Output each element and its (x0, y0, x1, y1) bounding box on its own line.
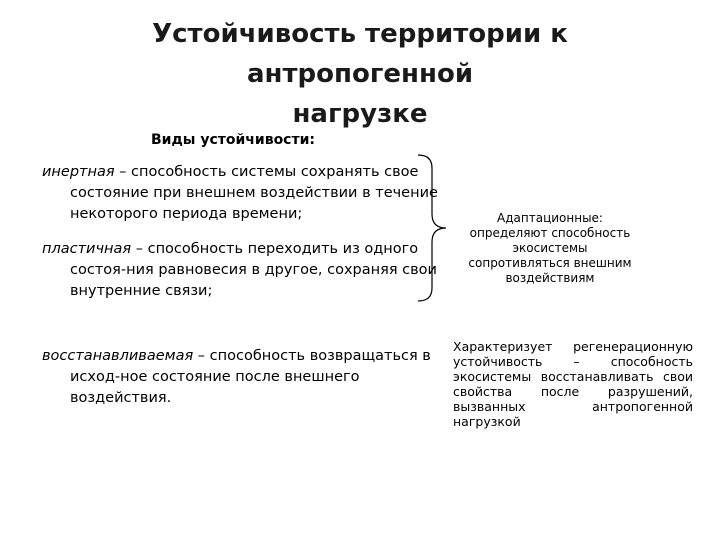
stability-term: восстанавливаемая (42, 348, 194, 364)
stability-definition: – способность системы сохранять свое состояние при внешнем воздействии в течение некоторого периода времени; (70, 164, 438, 222)
stability-term: пластичная (42, 241, 132, 257)
stability-type-plastic (42, 239, 440, 302)
stability-definition: – способность переходить из одного состоя-ния равновесия в другое, сохраняя свои внутренние связи; (70, 241, 437, 299)
stability-definition: – способность возвращаться в исход-ное состояние после внешнего воздействия. (70, 348, 431, 406)
subheading: Виды устойчивости: (151, 132, 316, 148)
title-line-2: нагрузке (292, 99, 428, 129)
adaptive-note: Адаптационные: определяют способность экосистемы сопротивляться внешним воздействиям (468, 211, 632, 285)
curly-brace-icon (416, 152, 456, 304)
stability-term: инертная (42, 164, 115, 180)
stability-type-restorable (42, 346, 440, 409)
title-line-1: Устойчивость территории к антропогенной (152, 19, 568, 89)
stability-type-inert (42, 162, 440, 225)
regeneration-note: Характеризует регенерационную устойчивость – способность экосистемы восстанавливать свои свойства после разрушений, вызванных антропогенной нагрузкой (453, 339, 693, 429)
slide-title (40, 14, 680, 134)
